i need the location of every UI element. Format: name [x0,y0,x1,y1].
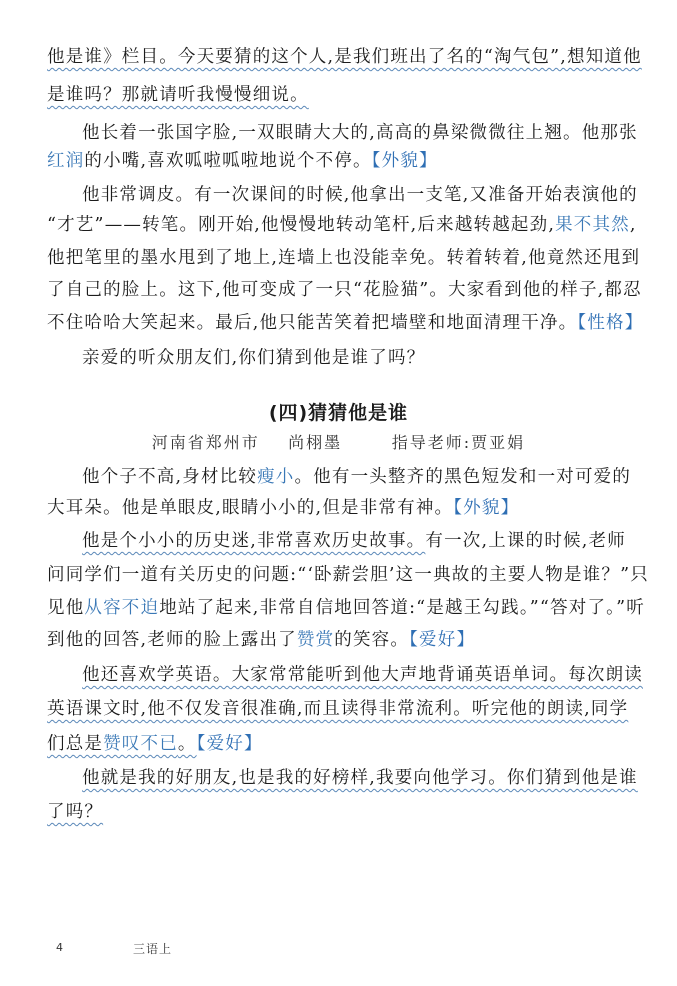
highlighted-word: 瘦小 [257,467,295,487]
wavy-underlined-text: 了吗？ [47,802,104,822]
annotation-tag: 【性格】 [577,313,644,333]
text-run: 的小嘴,喜欢呱啦呱啦地说个不停。 [84,151,372,171]
annotation-tag: 【爱好】 [196,734,263,754]
wavy-underlined-text: 。 [177,734,197,754]
annotation-tag: 【外貌】 [453,498,520,518]
paragraph-line [47,564,647,586]
text-run: 他长着一张国字脸,一双眼睛大大的,高高的鼻梁微微往上翘。他那张 [82,123,638,143]
byline-location: 河南省郑州市 [151,433,260,452]
text-run: 了自己的脸上。这下,他可变成了一只“花脸猫”。大家看到他的样子,都忍 [47,280,642,300]
wavy-underlined-text: 们总是 [47,734,104,754]
paragraph-line [82,530,647,552]
highlighted-word: 赞赏 [296,630,335,650]
paragraph-line [47,150,647,172]
paragraph-line [47,46,647,68]
annotation-tag: 【外貌】 [371,151,438,171]
paragraph-line [82,122,647,144]
highlighted-word: 赞叹不已 [103,734,178,754]
wavy-underlined-text: 英语课文时,他不仅发音很准确,而且读得非常流利。听完他的朗读,同学 [47,699,629,719]
text-run: 大耳朵。他是单眼皮,眼睛小小的,但是非常有神。 [47,498,454,518]
wavy-underlined-text: 是谁吗？那就请听我慢慢细说。 [47,85,309,105]
paragraph-line [82,466,647,488]
paragraph-line [47,279,647,301]
paragraph-line [82,347,647,369]
wavy-underlined-text: 他就是我的好朋友,也是我的好榜样,我要向他学习。你们猜到他是谁 [82,768,638,788]
text-run: 地站了起来,非常自信地回答道:“是越王勾践。”“答对了。”听 [159,598,645,618]
book-label: 三语上 [133,942,173,956]
text-run: 的笑容。 [334,630,410,650]
wavy-underlined-text: 他是谁》栏目。今天要猜的这个人,是我们班出了名的“淘气包”,想知道他 [47,47,642,67]
wavy-underlined-text: 他是个小小的历史迷,非常喜欢历史故事。 [82,531,426,551]
text-run: “才艺”——转笔。刚开始,他慢慢地转动笔杆,后来越转越起劲, [47,215,556,235]
paragraph-line [47,84,647,106]
paragraph-line [47,629,647,651]
text-run: 有一次,上课的时候,老师 [425,531,626,551]
wavy-underlined-text: 他还喜欢学英语。大家常常能听到他大声地背诵英语单词。每次朗读 [82,665,643,685]
text-run: 亲爱的听众朋友们,你们猜到他是谁了吗？ [82,348,426,368]
highlighted-word: 从容不迫 [84,598,160,618]
paragraph-line [47,698,647,720]
text-run: 不住哈哈大笑起来。最后,他只能苦笑着把墙壁和地面清理干净。 [47,313,578,333]
text-run: 到他的回答,老师的脸上露出了 [47,630,297,650]
paragraph-line [82,664,647,686]
text-run: 他个子不高,身材比较 [82,467,258,487]
text-run: 问同学们一道有关历史的问题:“‘卧薪尝胆’这一典故的主要人物是谁？”只 [47,565,649,585]
text-run: 。他有一头整齐的黑色短发和一对可爱的 [294,467,632,487]
paragraph-line [47,597,647,619]
paragraph-line [47,214,647,236]
highlighted-word: 果不其然 [555,215,630,235]
story-title: (四)猜猜他是谁 [268,402,409,424]
annotation-tag: 【爱好】 [409,630,476,650]
paragraph-line [82,767,647,789]
paragraph-line [47,312,647,334]
text-run: 他把笔里的墨水甩到了地上,连墙上也没能幸免。转着转着,他竟然还甩到 [47,248,641,268]
page-number: 4 [56,941,63,954]
paragraph-line [47,497,647,519]
byline-author: 尚栩墨 [288,433,343,452]
byline [0,430,677,453]
byline-teacher: 指导老师:贾亚娟 [391,433,526,452]
text-run: 见他 [47,598,85,618]
paragraph-line [47,733,647,755]
paragraph-line [47,801,647,823]
paragraph-line [47,247,647,269]
highlighted-word: 红润 [47,151,85,171]
text-run: 他非常调皮。有一次课间的时候,他拿出一支笔,又准备开始表演他的 [82,185,638,205]
text-run: , [629,215,637,235]
paragraph-line [82,184,647,206]
